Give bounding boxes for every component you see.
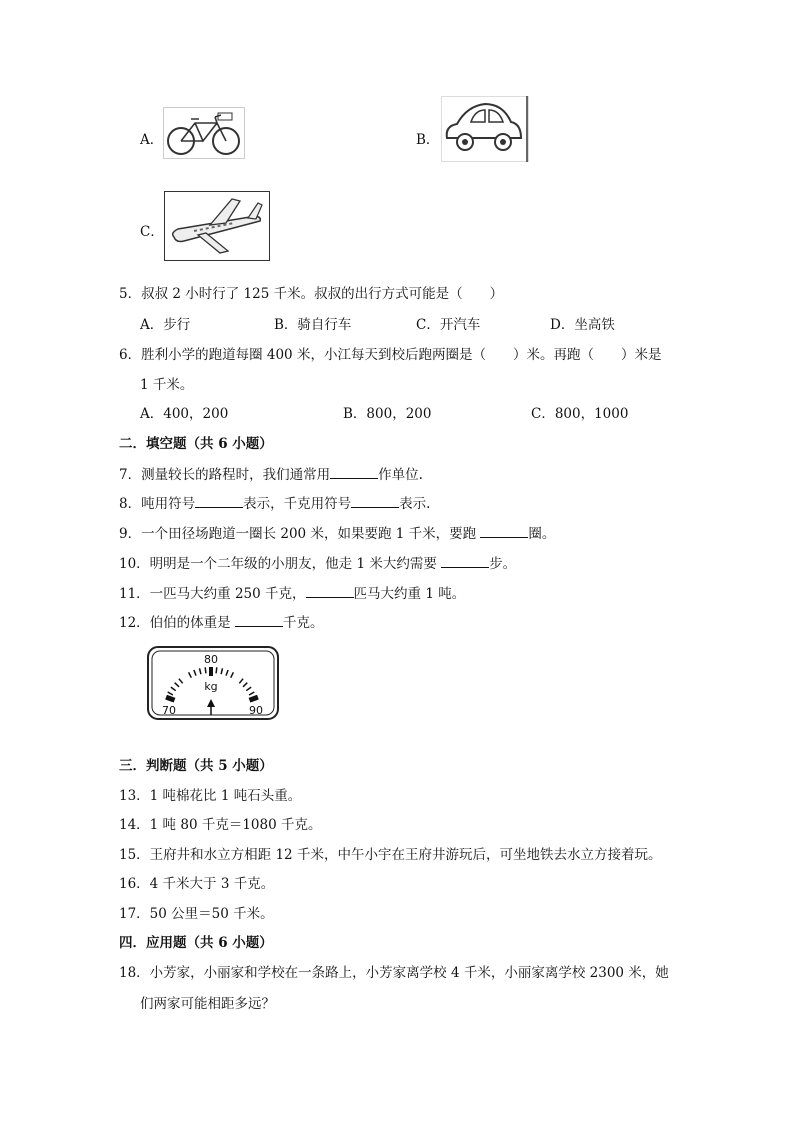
q6-stem-line1: 6．胜利小学的跑道每圈 400 米，小江每天到校后跑两圈是（ ）米。再跑（ ）米是 [119, 347, 662, 363]
q11-answer-blank[interactable] [306, 583, 354, 598]
q7-text-after: 作单位. [378, 467, 423, 483]
judgment-q16: 16．4 千米大于 3 千克。 [119, 876, 275, 892]
q18-line2: 们两家可能相距多远？ [140, 996, 275, 1012]
scale-major-mark-top [209, 667, 213, 676]
q8-answer-blank-1[interactable] [195, 493, 243, 508]
option-a-label: A． [140, 132, 164, 148]
q10 [119, 553, 516, 574]
scale-label-right: 90 [249, 704, 263, 717]
q9 [119, 523, 555, 544]
q5-stem: 5．叔叔 2 小时行了 125 千米。叔叔的出行方式可能是（ ） [119, 286, 504, 302]
scale-tick [205, 667, 206, 673]
q8 [119, 493, 430, 514]
scale-tick [216, 667, 217, 673]
q10-answer-blank[interactable] [441, 553, 489, 568]
section4-heading: 四．应用题（共 6 小题） [119, 935, 273, 951]
q18-line1: 18．小芳家，小丽家和学校在一条路上，小芳家离学校 4 千米，小丽家离学校 2300 米，她 [119, 965, 669, 981]
judgment-q14: 14．1 吨 80 千克＝1080 千克。 [119, 817, 322, 833]
q7-answer-blank[interactable] [330, 464, 378, 479]
q5-option-c: C．开汽车 [416, 317, 481, 333]
q10-text-after: 步。 [489, 556, 517, 572]
q8-text-3: 表示. [399, 496, 431, 512]
scale-label-left: 70 [162, 704, 176, 717]
q11 [119, 583, 465, 604]
q11-text-before: 11．一匹马大约重 250 千克， [119, 586, 306, 602]
option-c-label: C． [140, 224, 164, 240]
q6-stem-line2: 1 千米。 [140, 377, 194, 393]
section3-heading: 三．判断题（共 5 小题） [119, 758, 273, 774]
bicycle-picture [163, 107, 245, 159]
q8-answer-blank-2[interactable] [351, 493, 399, 508]
judgment-q17: 17．50 公里＝50 千米。 [119, 906, 274, 922]
q6-option-b: B．800，200 [343, 406, 432, 422]
q9-text-before: 9．一个田径场跑道一圈长 200 米，如果要跑 1 千米，要跑 [119, 526, 481, 542]
car-picture [441, 96, 529, 162]
option-b-label: B． [416, 132, 440, 148]
scale-unit: kg [204, 680, 218, 693]
q5-option-a: A．步行 [140, 317, 191, 333]
section2-heading: 二．填空题（共 6 小题） [119, 436, 273, 452]
q12-text-after: 千克。 [282, 615, 324, 631]
q5-option-b: B．骑自行车 [274, 317, 352, 333]
q12 [119, 612, 323, 633]
q6-option-a: A．400，200 [140, 406, 229, 422]
q10-text-before: 10．明明是一个二年级的小朋友，他走 1 米大约需要 [119, 556, 442, 572]
q7-text-before: 7．测量较长的路程时，我们通常用 [119, 467, 331, 483]
q6-option-c: C．800，1000 [531, 406, 629, 422]
q8-text-2: 表示，千克用符号 [243, 496, 352, 512]
q12-text-before: 12．伯伯的体重是 [119, 615, 235, 631]
q11-text-after: 匹马大约重 1 吨。 [353, 586, 466, 602]
q8-text-1: 8．吨用符号 [119, 496, 196, 512]
q5-option-d: D．坐高铁 [550, 317, 615, 333]
judgment-q13: 13．1 吨棉花比 1 吨石头重。 [119, 788, 302, 804]
q7 [119, 464, 423, 485]
q9-answer-blank[interactable] [480, 523, 528, 538]
weight-scale-picture [146, 645, 280, 721]
scale-label-top: 80 [204, 653, 218, 666]
judgment-q15: 15．王府井和水立方相距 12 千米，中午小宇在王府井游玩后，可坐地铁去水立方接着玩。 [119, 847, 662, 863]
airplane-picture [164, 191, 270, 261]
q12-answer-blank[interactable] [235, 612, 283, 627]
q9-text-after: 圈。 [528, 526, 556, 542]
